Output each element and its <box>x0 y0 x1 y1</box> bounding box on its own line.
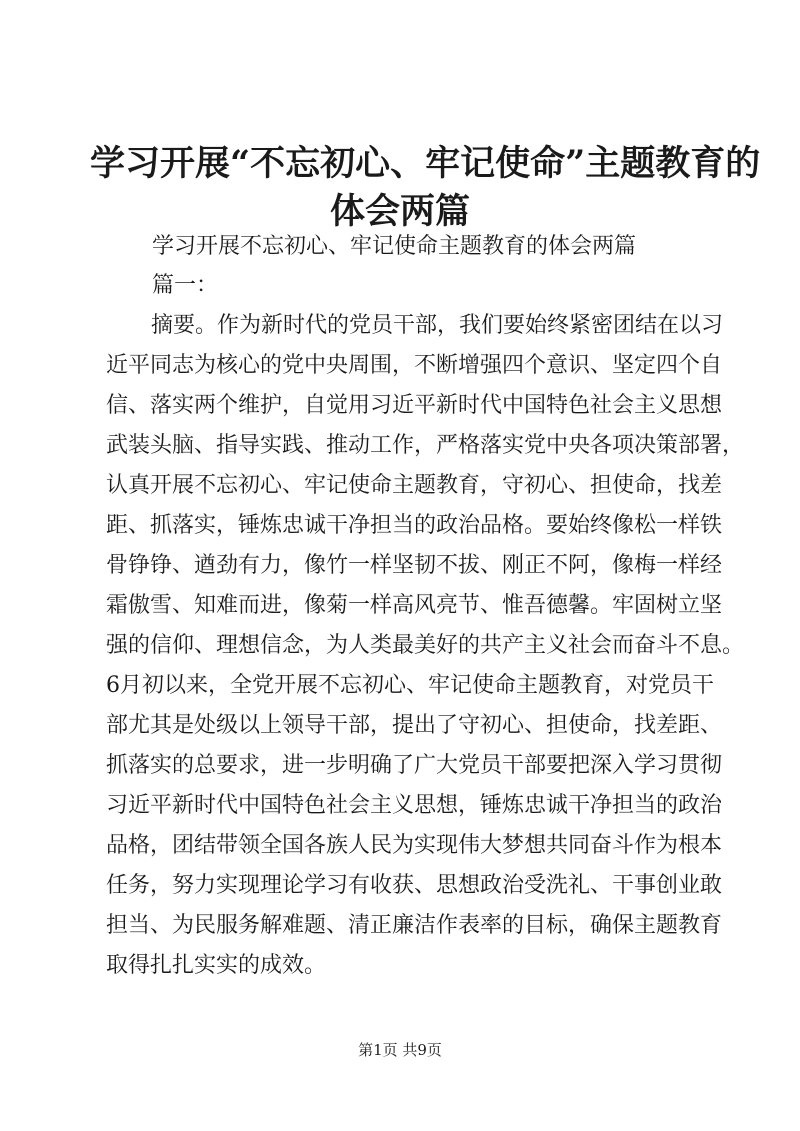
body-line: 信、落实两个维护，自觉用习近平新时代中国特色社会主义思想 <box>106 393 723 418</box>
body-line: 任务，努力实现理论学习有收获、思想政治受洗礼、干事创业敢 <box>106 873 723 898</box>
body-line: 近平同志为核心的党中央周围，不断增强四个意识、坚定四个自 <box>106 353 723 378</box>
body-line: 抓落实的总要求，进一步明确了广大党员干部要把深入学习贯彻 <box>106 753 723 778</box>
body-line: 认真开展不忘初心、牢记使命主题教育，守初心、担使命，找差 <box>106 473 723 498</box>
body-line: 取得扎扎实实的成效。 <box>106 953 327 978</box>
body-line: 品格，团结带领全国各族人民为实现伟大梦想共同奋斗作为根本 <box>106 833 723 858</box>
body-line: 部尤其是处级以上领导干部，提出了守初心、担使命，找差距、 <box>106 713 723 738</box>
section-label: 篇一： <box>152 273 219 298</box>
body-line: 距、抓落实，锤炼忠诚干净担当的政治品格。要始终像松一样铁 <box>106 513 723 538</box>
document-title-line-1: 学习开展“不忘初心、牢记使命”主题教育的 <box>90 143 761 184</box>
body-line: 强的信仰、理想信念，为人类最美好的共产主义社会而奋斗不息。 <box>106 633 745 658</box>
document-title-line-2: 体会两篇 <box>329 191 470 232</box>
document-subtitle: 学习开展不忘初心、牢记使命主题教育的体会两篇 <box>152 234 637 259</box>
body-line: 骨铮铮、遒劲有力，像竹一样坚韧不拔、刚正不阿，像梅一样经 <box>106 553 723 578</box>
body-line: 习近平新时代中国特色社会主义思想，锤炼忠诚干净担当的政治 <box>106 793 723 818</box>
page-footer: 第1页 共9页 <box>358 1041 442 1059</box>
body-line: 摘要。作为新时代的党员干部，我们要始终紧密团结在以习 <box>151 313 724 338</box>
body-line: 武装头脑、指导实践、推动工作，严格落实党中央各项决策部署， <box>106 433 745 458</box>
body-line: 担当、为民服务解难题、清正廉洁作表率的目标，确保主题教育 <box>106 913 723 938</box>
body-paragraph <box>106 306 745 986</box>
body-line: 6月初以来，全党开展不忘初心、牢记使命主题教育，对党员干 <box>106 673 714 698</box>
body-line: 霜傲雪、知难而进，像菊一样高风亮节、惟吾德馨。牢固树立坚 <box>106 593 723 618</box>
